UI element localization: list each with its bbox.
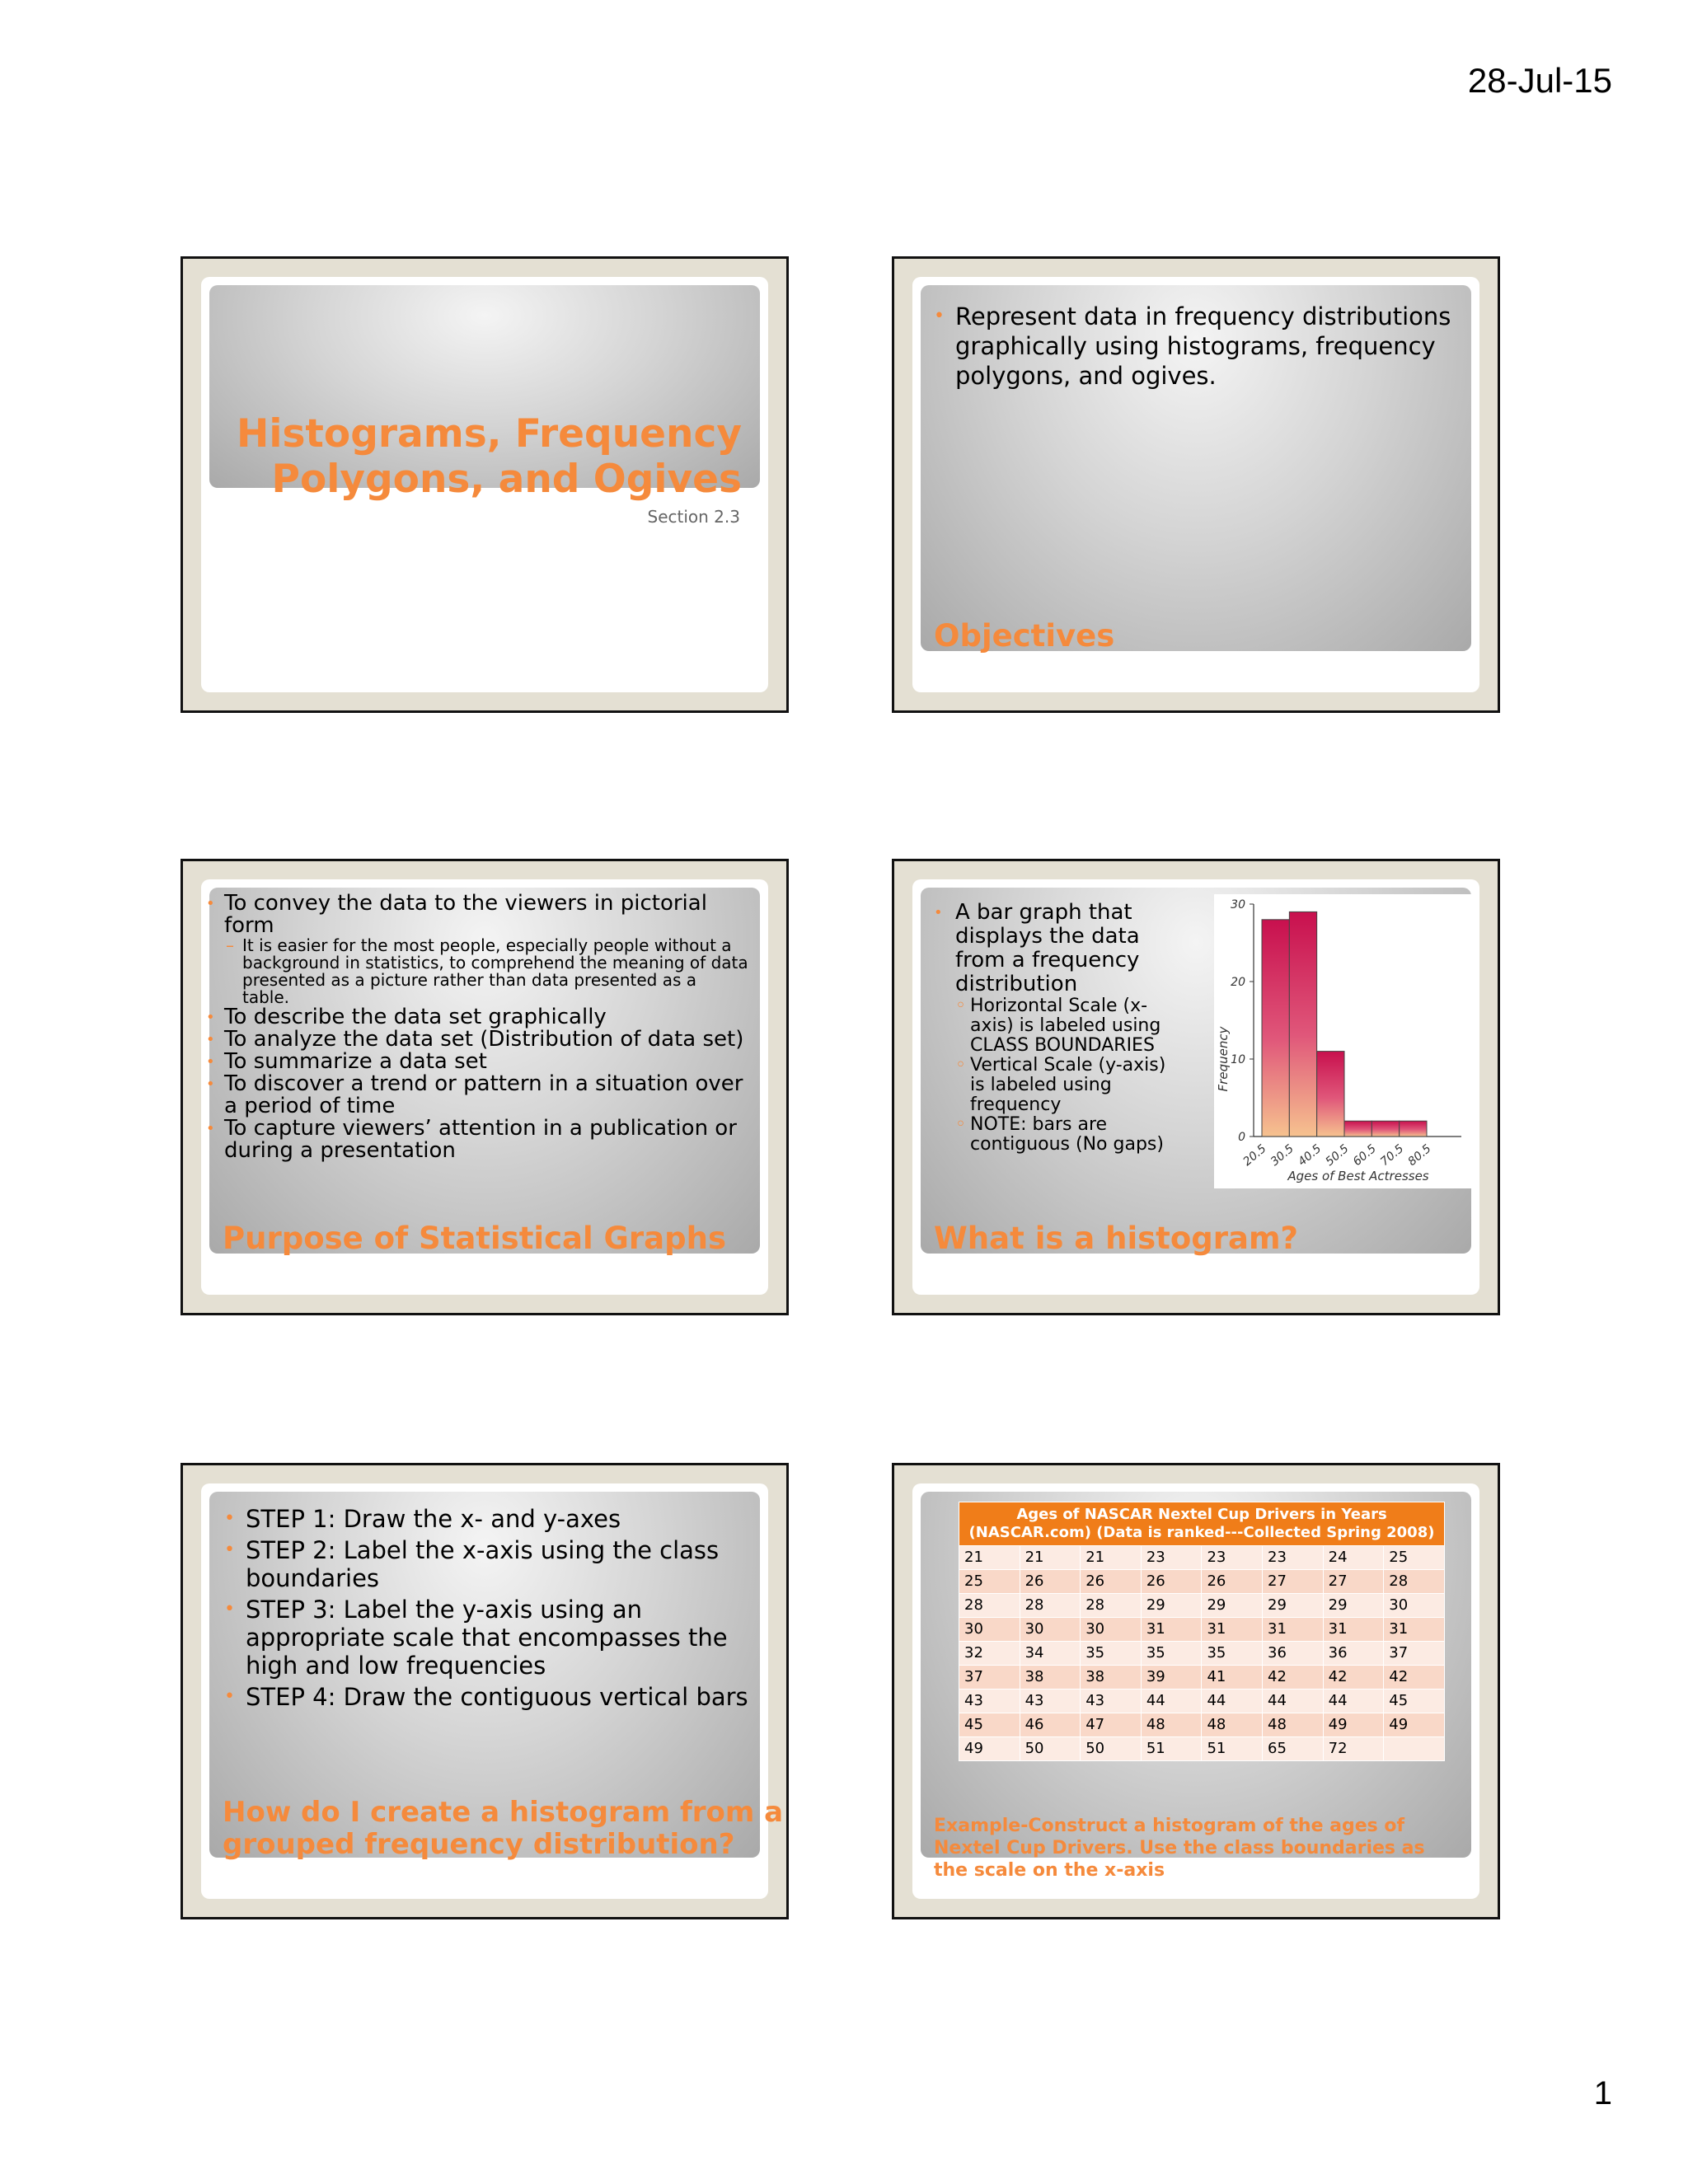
table-cell: 42	[1384, 1666, 1445, 1690]
table-cell: 48	[1141, 1713, 1202, 1737]
slide-3	[181, 859, 789, 1315]
table-cell: 44	[1263, 1690, 1324, 1713]
table-cell: 27	[1323, 1570, 1384, 1594]
chart-bars	[1262, 912, 1427, 1137]
x-tick-label: 60.5	[1350, 1141, 1379, 1169]
table-cell: 65	[1263, 1737, 1324, 1761]
histogram-bar	[1400, 1121, 1427, 1137]
y-tick-label: 10	[1231, 1053, 1245, 1066]
table-row	[959, 1570, 1445, 1594]
table-row	[959, 1666, 1445, 1690]
table-cell: 44	[1141, 1690, 1202, 1713]
table-cell: 23	[1202, 1546, 1263, 1570]
table-cell: 35	[1081, 1642, 1142, 1666]
slide-6	[892, 1463, 1500, 1919]
table-cell: 30	[1384, 1594, 1445, 1618]
sub-list	[224, 937, 748, 1006]
slide-title: What is a histogram?	[934, 1221, 1298, 1256]
table-cell: 28	[959, 1594, 1020, 1618]
table-cell: 41	[1202, 1666, 1263, 1690]
table-cell: 32	[959, 1642, 1020, 1666]
table-cell: 30	[1081, 1618, 1142, 1642]
table-cell: 30	[1020, 1618, 1081, 1642]
x-tick-label: 70.5	[1378, 1141, 1407, 1169]
histogram-bar	[1372, 1121, 1399, 1137]
list-item	[204, 893, 748, 1006]
table-cell: 48	[1263, 1713, 1324, 1737]
slide-subtitle: Section 2.3	[647, 507, 740, 527]
table-cell: 50	[1081, 1737, 1142, 1761]
x-tick-label: 80.5	[1405, 1141, 1434, 1169]
table-cell: 29	[1202, 1594, 1263, 1618]
table-cell: 35	[1141, 1642, 1202, 1666]
list-item: • To capture viewers’ attention in a publication or during a presentation	[204, 1118, 748, 1162]
table-cell: 26	[1020, 1570, 1081, 1594]
table-cell: 47	[1081, 1713, 1142, 1737]
sub-list-item: ◦ Vertical Scale (y-axis) is labeled using frequency	[955, 1056, 1181, 1115]
list-item: • To discover a trend or pattern in a situation over a period of time	[204, 1073, 748, 1118]
list-item: • To describe the data set graphically	[204, 1006, 748, 1029]
bullet-list	[204, 893, 748, 1162]
slide-title: Objectives	[934, 618, 1115, 654]
list-item: • To summarize a data set	[204, 1051, 748, 1073]
table-cell: 46	[1020, 1713, 1081, 1737]
table-cell: 28	[1081, 1594, 1142, 1618]
table-row	[959, 1737, 1445, 1761]
histogram-svg	[1214, 894, 1471, 1188]
table-cell: 38	[1020, 1666, 1081, 1690]
table-cell: 29	[1141, 1594, 1202, 1618]
table-cell	[1384, 1737, 1445, 1761]
table-cell: 37	[959, 1666, 1020, 1690]
table-cell: 49	[1323, 1713, 1384, 1737]
list-item-text: A bar graph that displays the data from a frequency distribution	[955, 900, 1140, 996]
x-tick-label: 40.5	[1296, 1141, 1325, 1169]
table-body	[959, 1546, 1445, 1761]
title-line: Histograms, Frequency	[237, 411, 742, 457]
list-item: • STEP 3: Label the y-axis using an appropriate scale that encompasses the high and low frequencies	[224, 1596, 752, 1680]
slide-title	[237, 411, 742, 502]
table-cell: 29	[1323, 1594, 1384, 1618]
x-tick-label: 50.5	[1323, 1141, 1352, 1169]
table-cell: 34	[1020, 1642, 1081, 1666]
y-tick-labels	[1231, 898, 1254, 1144]
table-cell: 21	[959, 1546, 1020, 1570]
table-cell: 31	[1141, 1618, 1202, 1642]
table-row	[959, 1546, 1445, 1570]
table-cell: 43	[1020, 1690, 1081, 1713]
histogram-bar	[1289, 912, 1316, 1137]
table-cell: 49	[959, 1737, 1020, 1761]
table-cell: 30	[959, 1618, 1020, 1642]
table-cell: 26	[1202, 1570, 1263, 1594]
slide-title: Purpose of Statistical Graphs	[223, 1221, 726, 1256]
list-item: • STEP 1: Draw the x- and y-axes	[224, 1505, 752, 1533]
table-cell: 24	[1323, 1546, 1384, 1570]
table-cell: 25	[1384, 1546, 1445, 1570]
table-cell: 29	[1263, 1594, 1324, 1618]
table-cell: 36	[1263, 1642, 1324, 1666]
table-cell: 45	[959, 1713, 1020, 1737]
list-item: • STEP 4: Draw the contiguous vertical bars	[224, 1683, 752, 1711]
table-cell: 25	[959, 1570, 1020, 1594]
y-tick-label: 0	[1238, 1131, 1245, 1144]
slide-4	[892, 859, 1500, 1315]
table-cell: 44	[1323, 1690, 1384, 1713]
bullet-list	[224, 1505, 752, 1714]
table-cell: 50	[1020, 1737, 1081, 1761]
histogram-chart	[1214, 894, 1471, 1188]
table-cell: 51	[1141, 1737, 1202, 1761]
table-row	[959, 1594, 1445, 1618]
table-cell: 26	[1141, 1570, 1202, 1594]
table-cell: 35	[1202, 1642, 1263, 1666]
table-cell: 49	[1384, 1713, 1445, 1737]
x-tick-labels	[1240, 1142, 1433, 1169]
table-cell: 72	[1323, 1737, 1384, 1761]
bullet-list	[934, 901, 1181, 1155]
x-axis-label: Ages of Best Actresses	[1287, 1169, 1429, 1183]
histogram-bar	[1317, 1052, 1344, 1137]
table-cell: 21	[1081, 1546, 1142, 1570]
table-row	[959, 1642, 1445, 1666]
bullet-list	[934, 302, 1461, 391]
table-cell: 27	[1263, 1570, 1324, 1594]
list-item: • Represent data in frequency distributions graphically using histograms, frequency polygons, and ogives.	[934, 302, 1461, 391]
table-cell: 21	[1020, 1546, 1081, 1570]
list-item: • STEP 2: Label the x-axis using the class boundaries	[224, 1536, 752, 1592]
histogram-bar	[1262, 920, 1289, 1137]
list-item-text: To convey the data to the viewers in pictorial form	[224, 891, 707, 938]
slide-5	[181, 1463, 789, 1919]
table-cell: 37	[1384, 1642, 1445, 1666]
table-row	[959, 1618, 1445, 1642]
list-item: • To analyze the data set (Distribution of data set)	[204, 1029, 748, 1051]
sub-list-item: ◦ NOTE: bars are contiguous (No gaps)	[955, 1115, 1181, 1155]
table-cell: 31	[1202, 1618, 1263, 1642]
table-cell: 43	[1081, 1690, 1142, 1713]
data-table	[959, 1502, 1445, 1761]
list-item	[934, 901, 1181, 1155]
slide-1	[181, 256, 789, 713]
slide-caption: Example-Construct a histogram of the ages of Nextel Cup Drivers. Use the class boundaries as the scale on the x-axis	[934, 1816, 1425, 1881]
y-axis-label: Frequency	[1216, 1026, 1231, 1092]
table-cell: 28	[1020, 1594, 1081, 1618]
slide-2	[892, 256, 1500, 713]
table-cell: 36	[1323, 1642, 1384, 1666]
sub-list	[955, 996, 1181, 1155]
table-cell: 28	[1384, 1570, 1445, 1594]
table-cell: 23	[1263, 1546, 1324, 1570]
sub-list-item: – It is easier for the most people, especially people without a background in statistics, to comprehend the meaning of data presented as a picture rather than data presented as a table.	[224, 937, 748, 1006]
table-cell: 51	[1202, 1737, 1263, 1761]
table-cell: 48	[1202, 1713, 1263, 1737]
table-row	[959, 1690, 1445, 1713]
page-date: 28-Jul-15	[1467, 61, 1612, 100]
table-cell: 38	[1081, 1666, 1142, 1690]
table-title: Ages of NASCAR Nextel Cup Drivers in Years (NASCAR.com) (Data is ranked---Collected Spring 2008)	[959, 1502, 1445, 1546]
table-cell: 44	[1202, 1690, 1263, 1713]
table-cell: 39	[1141, 1666, 1202, 1690]
table-cell: 42	[1263, 1666, 1324, 1690]
x-tick-label: 20.5	[1240, 1141, 1269, 1169]
slide-title: How do I create a histogram from a grouped frequency distribution?	[223, 1796, 784, 1861]
page-number: 1	[1593, 2075, 1612, 2111]
histogram-bar	[1344, 1121, 1372, 1137]
table-cell: 45	[1384, 1690, 1445, 1713]
table-cell: 42	[1323, 1666, 1384, 1690]
y-tick-label: 30	[1231, 898, 1245, 912]
table-row	[959, 1713, 1445, 1737]
title-line: Polygons, and Ogives	[271, 457, 742, 502]
y-tick-label: 20	[1231, 976, 1245, 989]
table-cell: 31	[1384, 1618, 1445, 1642]
table-cell: 26	[1081, 1570, 1142, 1594]
sub-list-item: ◦ Horizontal Scale (x-axis) is labeled using CLASS BOUNDARIES	[955, 996, 1181, 1056]
table-cell: 23	[1141, 1546, 1202, 1570]
table-cell: 43	[959, 1690, 1020, 1713]
x-tick-label: 30.5	[1268, 1141, 1296, 1169]
table-cell: 31	[1323, 1618, 1384, 1642]
table-cell: 31	[1263, 1618, 1324, 1642]
